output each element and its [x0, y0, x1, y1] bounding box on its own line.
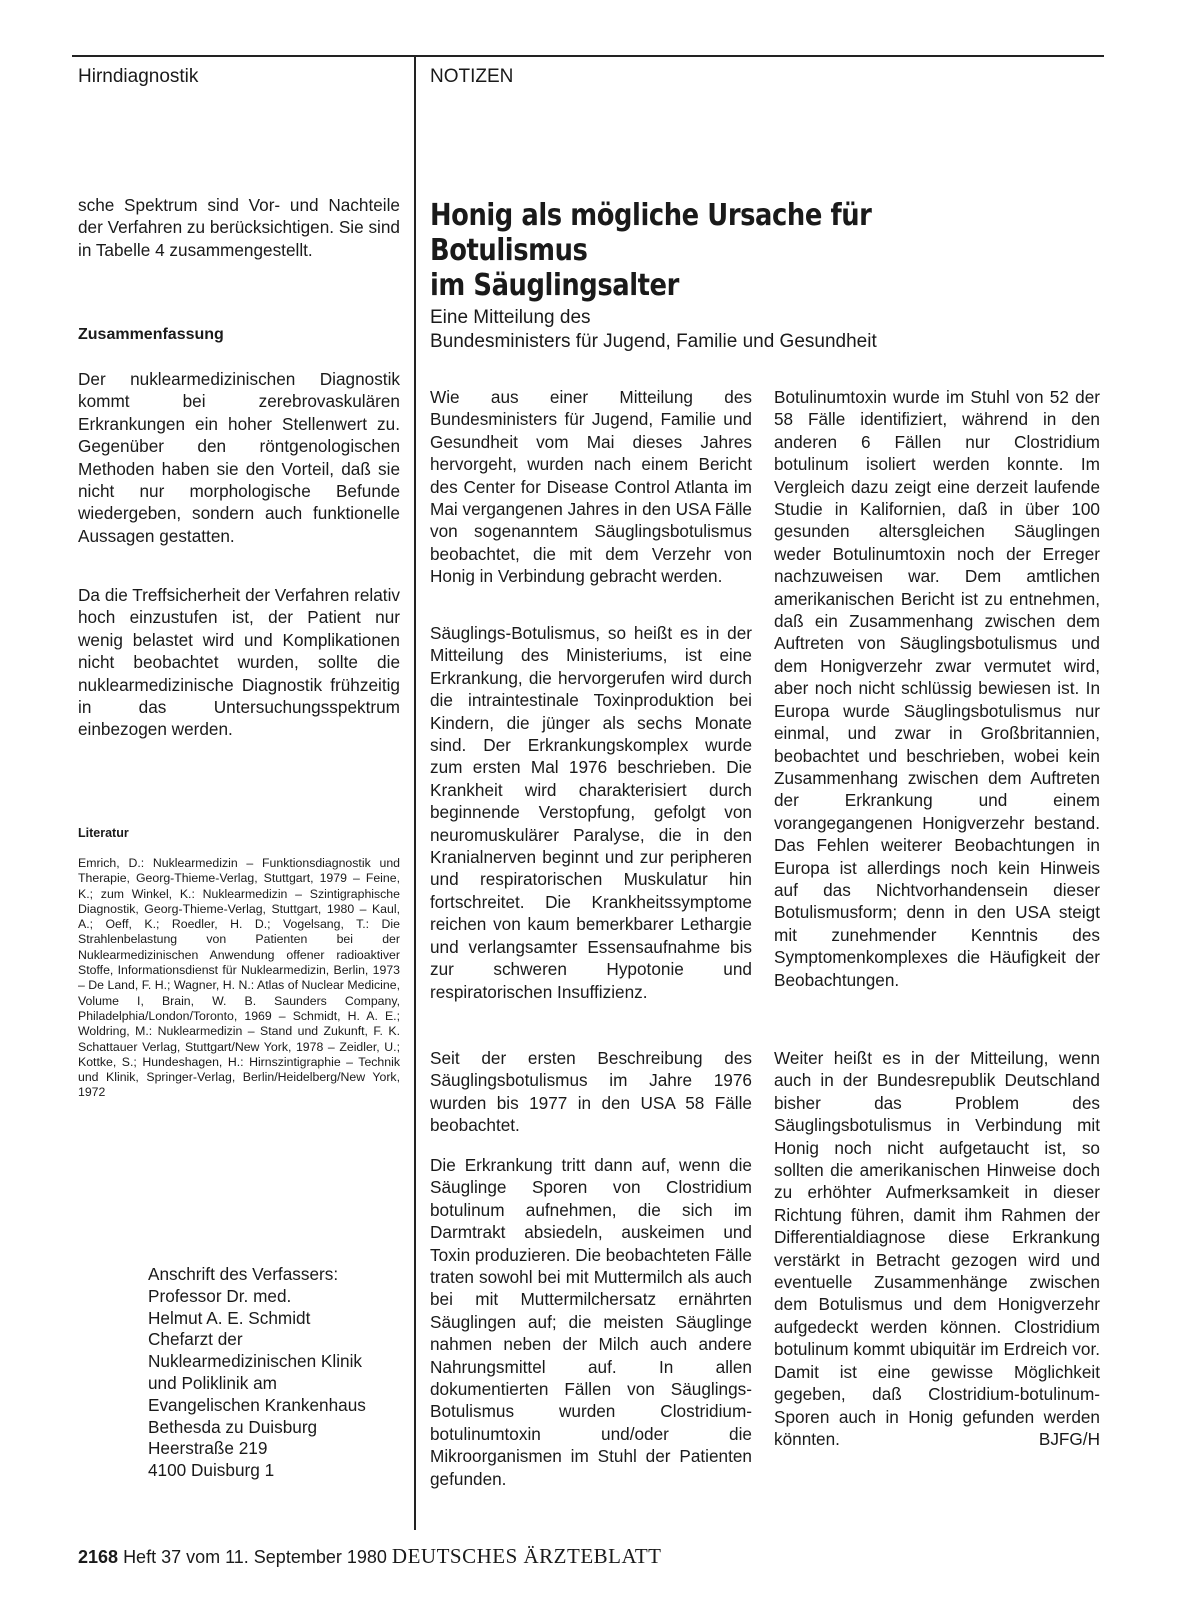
article-title: [430, 198, 1015, 303]
summary-paragraph-1: Der nuklearmedizinischen Diagnostik kommt bei zerebrovaskulären Erkrankungen ein hoher Stellenwert zu. Gegenüber den röntgenologischen Methoden haben sie den Vorteil, daß sie nicht nur morphologische Befunde wiedergeben, sondern auch funktionelle Aussagen gestatten.: [78, 369, 400, 546]
address-line: Professor Dr. med.: [148, 1285, 292, 1306]
literature-list: Emrich, D.: Nuklearmedizin – Funktionsdiagnostik und Therapie, Georg-Thieme-Verlag, Stuttgart, 1979 – Feine, K.; zum Winkel, K.: Nuklearmedizin – Szintigraphische Diagnostik, Georg-Thieme-Verlag, Stuttgart, 1980 – Kaul, A.; Oeff, K.; Roedler, H. D.; Vogelsang, T.: Die Strahlenbelastung von Patienten bei der Nuklearmedizinischen Anwendung offener radioaktiver Stoffe, Informationsdienst für Nuklearmedizin, Berlin, 1973 – De Land, F. H.; Wagner, H. N.: Atlas of Nuclear Medicine, Volume I, Brain, W. B. Saunders Company, Philadelphia/London/Toronto, 1969 – Schmidt, H. A. E.; Woldring, M.: Nuklearmedizin – Stand und Zukunft, F. K. Schattauer Verlag, Stuttgart/New York, 1978 – Zeidler, U.; Kottke, S.; Hundeshagen, H.: Hirnszintigraphie – Technik und Klinik, Springer-Verlag, Berlin/Heidelberg/New York, 1972: [78, 856, 400, 1100]
summary-paragraph-2: Da die Treffsicherheit der Verfahren relativ hoch einzustufen ist, der Patient nur wenig belastet wird und Komplikationen nicht beobachtet wurden, sollte die nuklearmedizinische Diagnostik frühzeitig in das Untersuchungsspektrum einbezogen werden.: [78, 585, 400, 740]
page-footer: [78, 1544, 661, 1569]
article-col3-paragraph-2-text: Weiter heißt es in der Mitteilung, wenn auch in der Bundesrepublik Deutschland bisher das Problem des Säuglingsbotulismus in Verbindung mit Honig noch nicht aufgetaucht ist, so sollten die amerikanischen Hinweise doch zu erhöhter Aufmerksamkeit in dieser Richtung führen, damit ihm Rahmen der Differentialdiagnose diese Erkrankung verstärkt in Betracht gezogen wird und eventuelle Zusammenhänge zwischen dem Botulismus und dem Honigverzehr aufgedeckt werden können. Clostridium botulinum kommt ubiquitär im Erdreich vor. Damit ist eine gewisse Möglichkeit gegeben, daß Clostridium-botulinum-Sporen auch in Honig gefunden werden könnten.: [774, 1048, 1100, 1449]
article-col2-paragraph-1: Wie aus einer Mitteilung des Bundesministers für Jugend, Familie und Gesundheit vom Mai dieses Jahres hervorgeht, wurden nach einem Bericht des Center for Disease Control Atlanta im Mai vergangenen Jahres in den USA Fälle von sogenanntem Säuglingsbotulismus beobachtet, die mit dem Verzehr von Honig in Verbindung gebracht werden.: [430, 387, 752, 587]
journal-name: DEUTSCHES ÄRZTEBLATT: [391, 1544, 662, 1568]
address-line: Helmut A. E. Schmidt: [148, 1307, 311, 1328]
article-col3-paragraph-1: Botulinumtoxin wurde im Stuhl von 52 der 58 Fälle identifiziert, während in den anderen 6 Fällen nur Clostridium botulinum isoliert werden konnte. Im Vergleich dazu zeigt eine derzeit laufende Studie in Kalifornien, daß in über 100 gesunden altersgleichen Säuglingen weder Botulinumtoxin noch der Erreger nachzuweisen war. Dem amtlichen amerikanischen Bericht ist zu entnehmen, daß ein Zusammenhang zwischen dem Auftreten von Säuglingsbotulismus und dem Honigverzehr zwar vermutet wird, aber noch nicht schlüssig bewiesen ist. In Europa wurde Säuglingsbotulismus nur einmal, und zwar in Großbritannien, beobachtet und beschrieben, wobei kein Zusammenhang zwischen dem Auftreten der Erkrankung und einem vorangegangenen Honigverzehr bestand. Das Fehlen weiterer Beobachtungen in Europa ist allerdings noch kein Hinweis auf das Nichtvorhandensein dieser Botulismusform; denn in den USA steigt mit zunehmender Kenntnis des Symptomenkomplexes die Häufigkeit der Beobachtungen.: [774, 387, 1100, 990]
address-line: Chefarzt der: [148, 1329, 243, 1350]
section-label-left: Hirndiagnostik: [78, 66, 199, 87]
article-subtitle-line-1: Eine Mitteilung des: [430, 307, 591, 328]
address-line: 4100 Duisburg 1: [148, 1460, 275, 1481]
article-col2-paragraph-2: Säuglings-Botulismus, so heißt es in der Mitteilung des Ministeriums, ist eine Erkrankung, die hervorgerufen wird durch die intraintestinale Toxinproduktion bei Kindern, die jünger als sechs Monate sind. Der Erkrankungskomplex wurde zum ersten Mal 1976 beschrieben. Die Krankheit wird charakterisiert durch beginnende Verstopfung, gefolgt von neuromuskulärer Paralyse, die in den Kranialnerven beginnt und zur peripheren und respiratorischen Muskulatur hin fortschreitet. Die Krankheitssymptome reichen von kaum bemerkbarer Lethargie und verlangsamter Essensaufnahme bis zur schweren Hypotonie und respiratorischen Insuffizienz.: [430, 623, 752, 1002]
article-title-line-2: im Säuglingsalter: [430, 268, 679, 303]
author-address: [148, 1264, 366, 1482]
article-col2-paragraph-3: Seit der ersten Beschreibung des Säuglingsbotulismus im Jahre 1976 wurden bis 1977 in den USA 58 Fälle beobachtet.: [430, 1048, 752, 1136]
top-rule: [72, 55, 1104, 57]
column-divider: [414, 55, 416, 1530]
issue-info: Heft 37 vom 11. September 1980: [123, 1547, 387, 1567]
summary-heading: Zusammenfassung: [78, 326, 224, 343]
address-line: Heerstraße 219: [148, 1438, 268, 1459]
article-subtitle: [430, 306, 877, 354]
section-label-right: NOTIZEN: [430, 66, 514, 87]
address-line: und Poliklinik am: [148, 1372, 277, 1393]
article-col2-paragraph-4: Die Erkrankung tritt dann auf, wenn die Säuglinge Sporen von Clostridium botulinum aufnehmen, die sich im Darmtrakt absiedeln, auskeimen und Toxin produzieren. Die beobachteten Fälle traten sowohl bei mit Muttermilch als auch bei mit Muttermilchersatz ernährten Säuglingen auf; die meisten Säuglinge nahmen neben der Milch auch andere Nahrungsmittel auf. In allen dokumentierten Fällen von Säuglings-Botulismus wurden Clostridium-botulinumtoxin und/oder die Mikroorganismen im Stuhl der Patienten gefunden.: [430, 1155, 752, 1489]
address-line: Anschrift des Verfassers:: [148, 1264, 339, 1284]
article-col3-paragraph-2: [774, 1047, 1100, 1450]
address-line: Evangelischen Krankenhaus: [148, 1394, 366, 1415]
article-subtitle-line-2: Bundesministers für Jugend, Familie und Gesundheit: [430, 331, 877, 352]
literature-heading: Literatur: [78, 826, 129, 840]
article-signature: BJFG/H: [1038, 1428, 1100, 1449]
address-line: Bethesda zu Duisburg: [148, 1416, 318, 1437]
page-number: 2168: [78, 1547, 119, 1567]
left-intro-paragraph: sche Spektrum sind Vor- und Nachteile der Verfahren zu berücksichtigen. Sie sind in Tabelle 4 zusammengestellt.: [78, 195, 400, 260]
article-title-line-1: Honig als mögliche Ursache für Botulismus: [430, 198, 872, 268]
address-line: Nuklearmedizinischen Klinik: [148, 1351, 362, 1372]
